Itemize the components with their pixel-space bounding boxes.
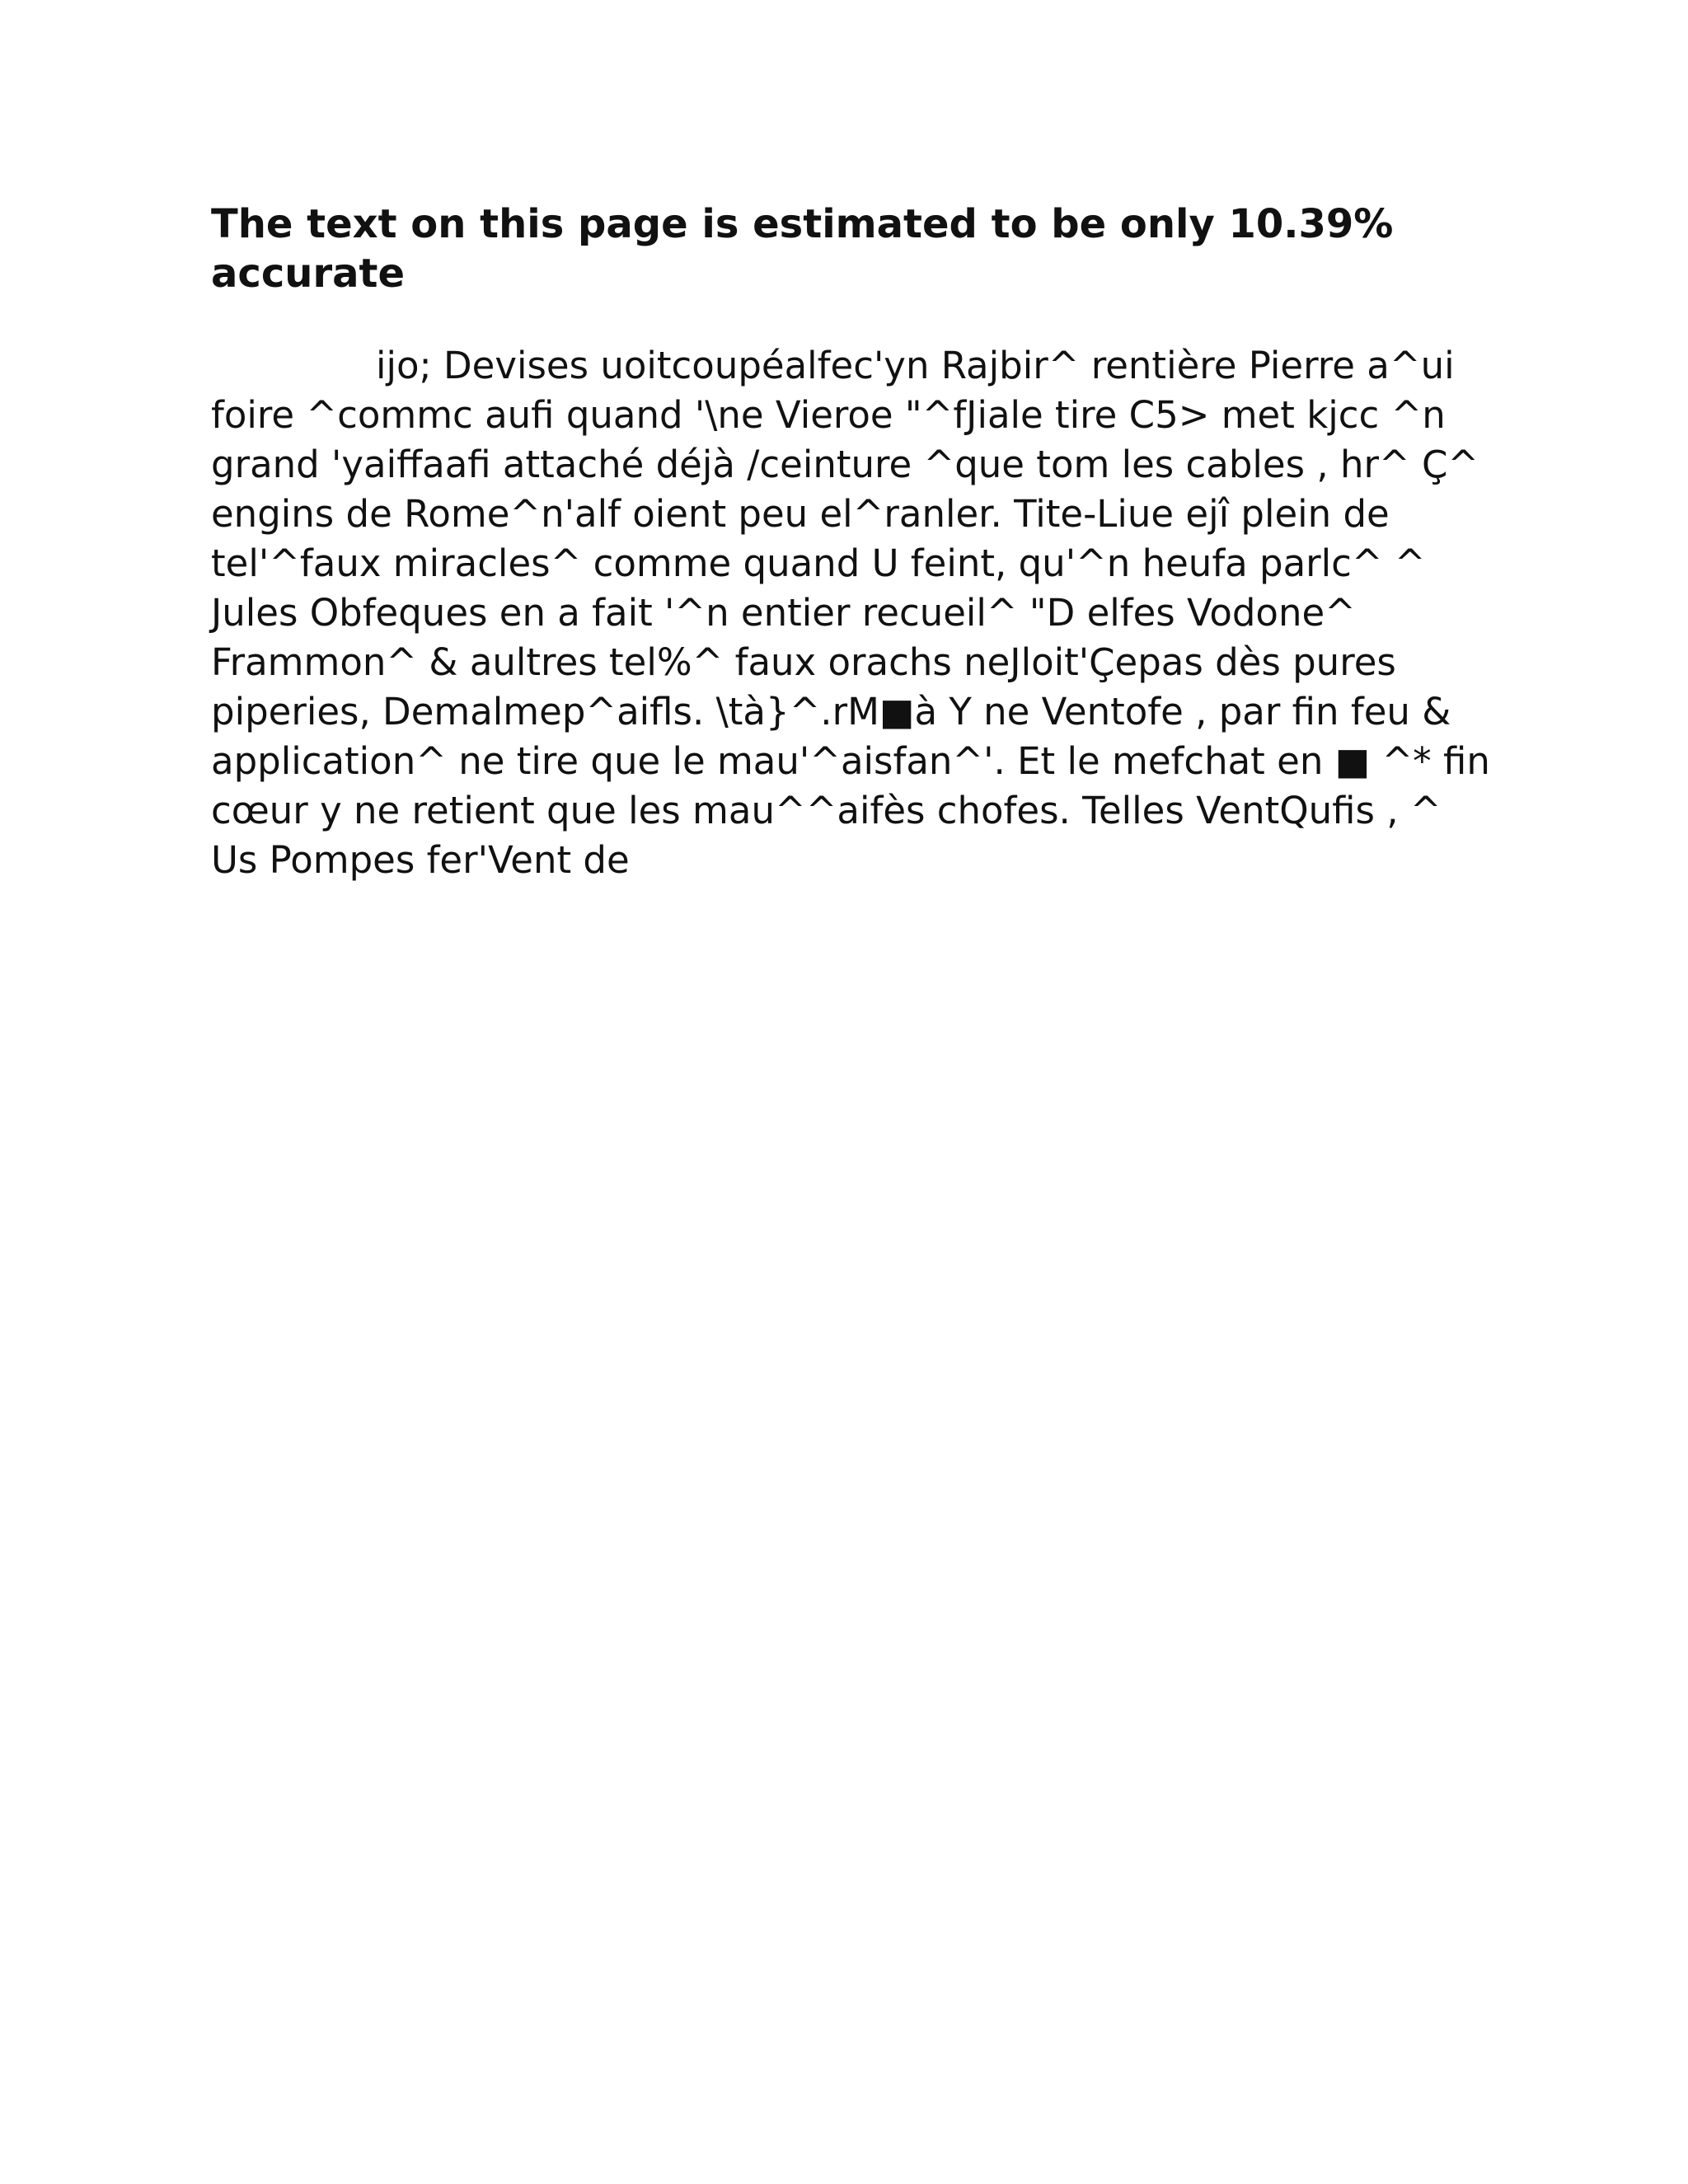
page-content xyxy=(211,199,1497,885)
ocr-accuracy-notice: The text on this page is estimated to be only 10.39% accurate xyxy=(211,201,1394,297)
ocr-body-text: ijo; Devises uoitcoupéalfec'yn Rajbir^ rentière Pierre a^ui foire ^commc aufi quand '\ne Vieroe "^fJiale tire C5> met kjcc ^n grand 'yaiffaafi attaché déjà /ceinture ^que tom les cables , hr^ Ç^ engins de Rome^n'alf oient peu el^ranler. Tite-Liue ejî plein de tel'^faux miracles^ comme quand U feint, qu'^n heufa parlc^ ^ Jules Obfeques en a fait '^n entier recueil^ "D elfes Vodone^ Frammon^ & aultres tel%^ faux orachs neJloit'Çepas dès pures piperies, Demalmep^aifls. \tà}^.rM■à Y ne Ventofe , par fin feu & application^ ne tire que le mau'^aisfan^'. Et le mefchat en ■ ^* fin cœur y ne retient que les mau^^aifès chofes. Telles VentQufis , ^ Us Pompes fer'Vent de xyxy=(211,344,1490,882)
